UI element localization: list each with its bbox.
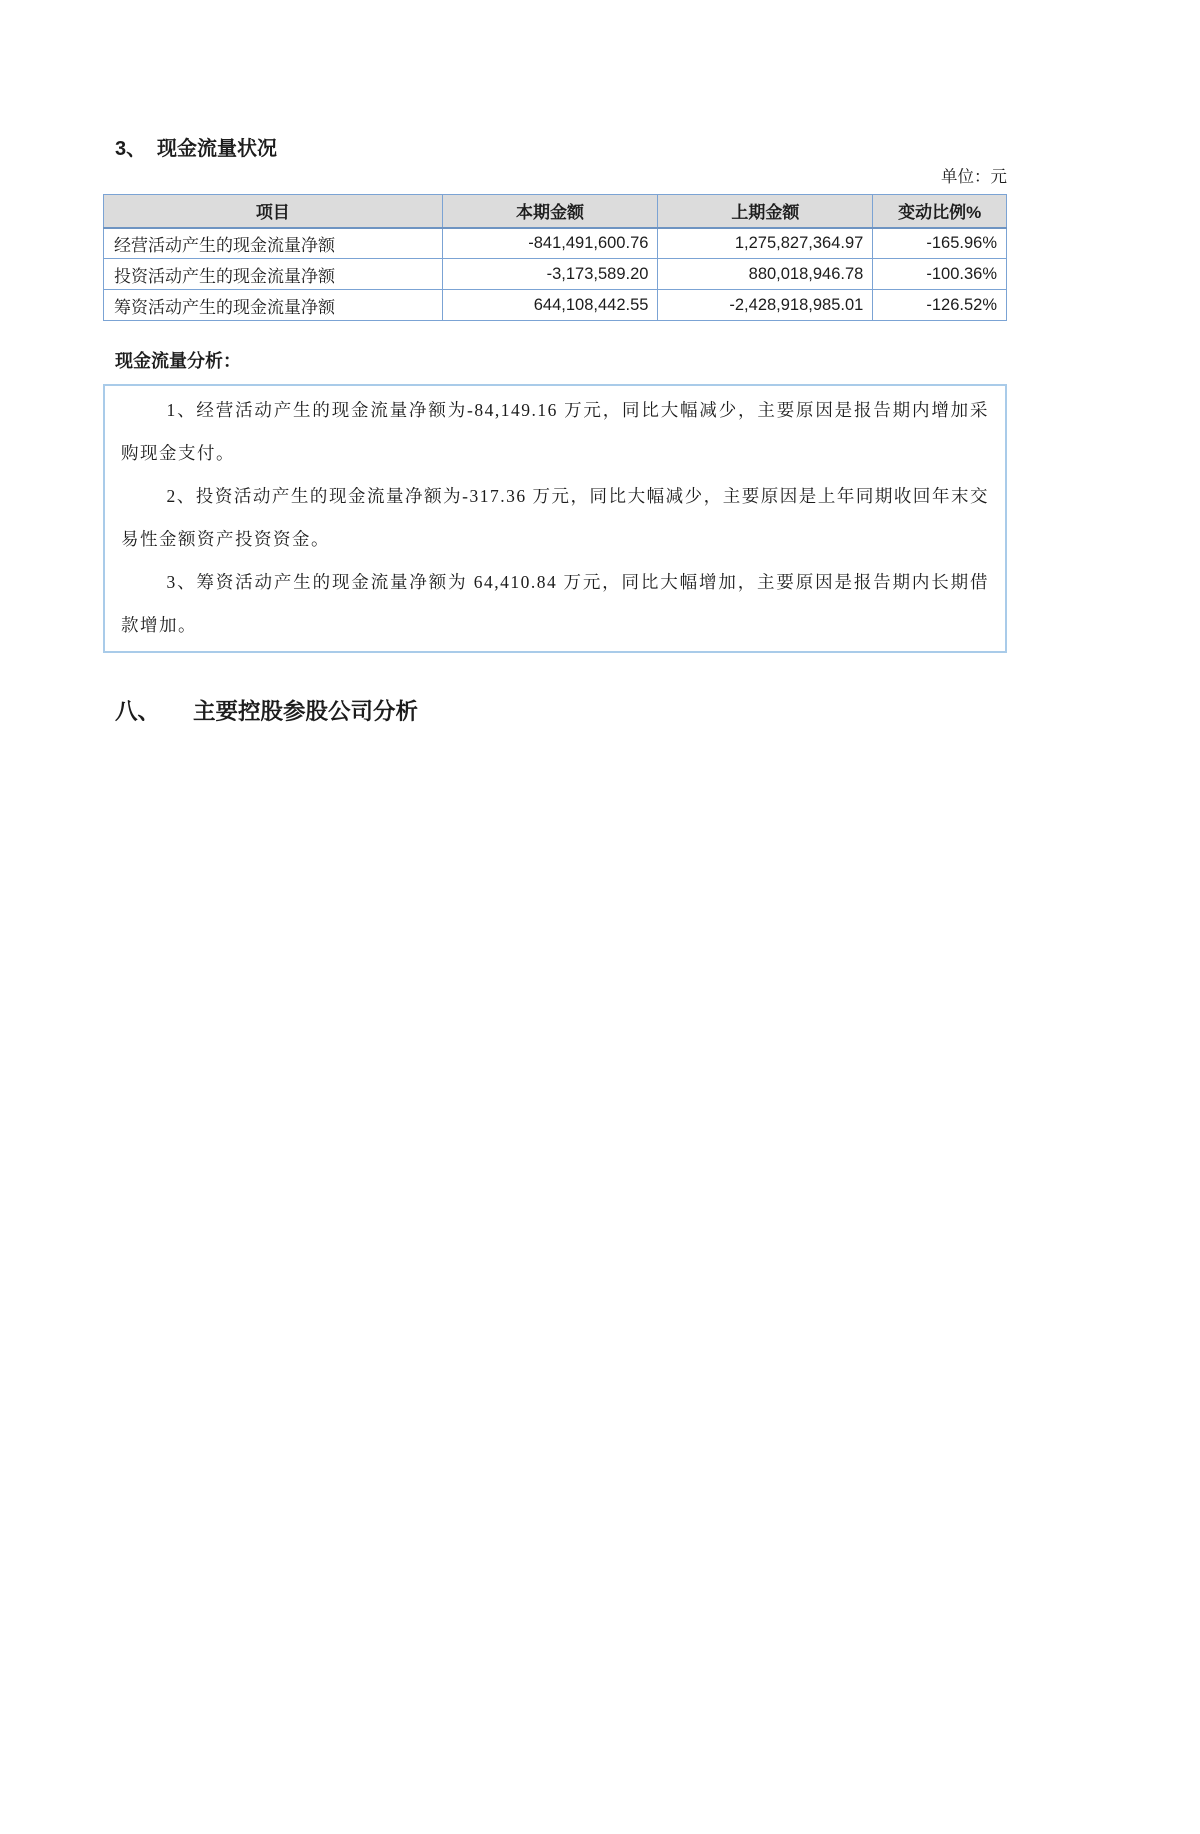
table-row <box>104 290 1007 321</box>
row-current-value: 644,108,442.55 <box>442 290 658 321</box>
row-item-label: 筹资活动产生的现金流量净额 <box>104 290 443 321</box>
header-current-amount: 本期金额 <box>442 195 658 228</box>
section-3-number: 3、 <box>115 138 147 160</box>
table-row <box>104 228 1007 259</box>
header-change-ratio: 变动比例% <box>873 195 1007 228</box>
document-page <box>103 138 1007 725</box>
analysis-label: 现金流量分析： <box>115 351 241 371</box>
header-item: 项目 <box>104 195 443 228</box>
row-item-label: 经营活动产生的现金流量净额 <box>104 228 443 259</box>
cash-flow-table <box>103 194 1007 321</box>
row-prior-value: 880,018,946.78 <box>658 259 873 290</box>
section-3-title: 现金流量状况 <box>157 138 277 160</box>
analysis-box <box>103 384 1007 653</box>
section-8-number: 八、 <box>115 699 161 724</box>
section-8-title: 主要控股参股公司分析 <box>193 699 419 724</box>
row-current-value: -3,173,589.20 <box>442 259 658 290</box>
row-change-value: -100.36% <box>873 259 1007 290</box>
row-item-label: 投资活动产生的现金流量净额 <box>104 259 443 290</box>
analysis-paragraph-1: 1、经营活动产生的现金流量净额为-84,149.16 万元，同比大幅减少，主要原因是报告期内增加采购现金支付。 <box>121 400 989 463</box>
row-change-value: -126.52% <box>873 290 1007 321</box>
section-3-heading <box>115 138 1007 160</box>
row-change-value: -165.96% <box>873 228 1007 259</box>
analysis-paragraph-2: 2、投资活动产生的现金流量净额为-317.36 万元，同比大幅减少，主要原因是上年同期收回年末交易性金额资产投资资金。 <box>121 486 989 549</box>
table-row <box>104 259 1007 290</box>
table-header-row <box>104 195 1007 228</box>
header-prior-amount: 上期金额 <box>658 195 873 228</box>
row-prior-value: 1,275,827,364.97 <box>658 228 873 259</box>
analysis-paragraph-3: 3、筹资活动产生的现金流量净额为 64,410.84 万元，同比大幅增加，主要原因是报告期内长期借款增加。 <box>121 572 989 635</box>
unit-label: 单位：元 <box>941 168 1007 186</box>
section-8-heading <box>115 699 1007 725</box>
row-current-value: -841,491,600.76 <box>442 228 658 259</box>
row-prior-value: -2,428,918,985.01 <box>658 290 873 321</box>
